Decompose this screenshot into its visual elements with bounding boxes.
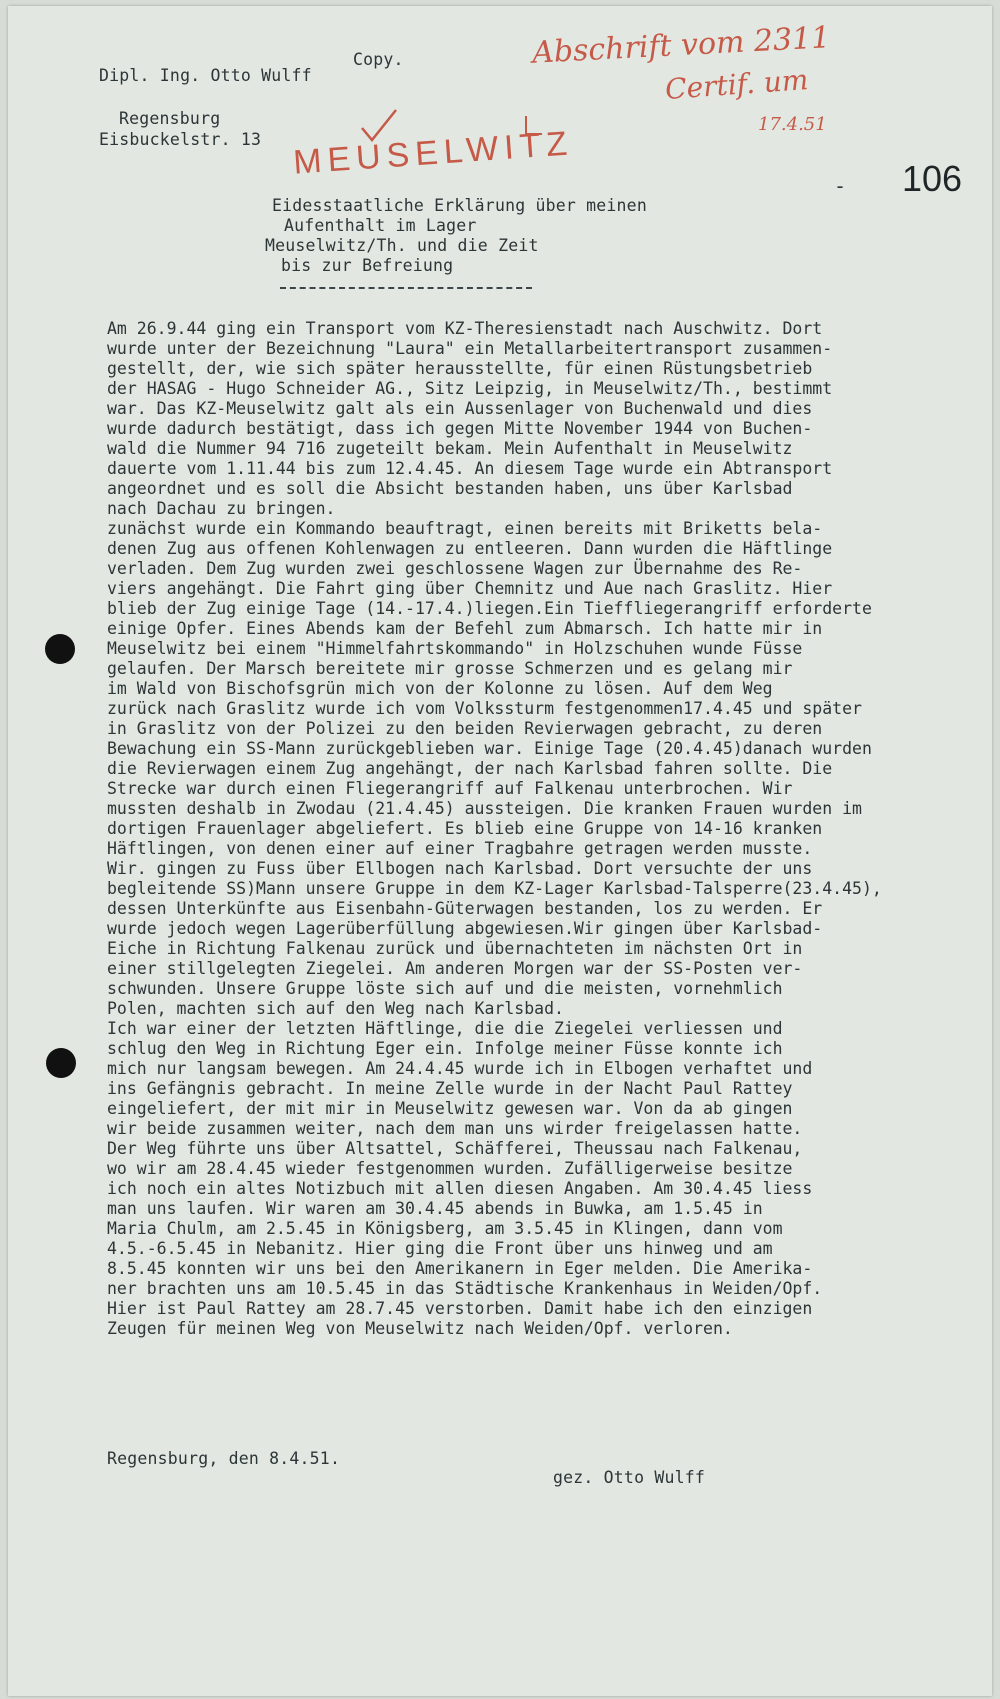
body-line: begleitende SS)Mann unsere Gruppe in dem KZ-Lager Karlsbad-Talsperre(23.4.45), (107, 879, 882, 898)
body-line: Der Weg führte uns über Altsattel, Schäfferei, Theussau nach Falkenau, (107, 1139, 803, 1158)
punch-hole (46, 1048, 76, 1078)
body-line: ins Gefängnis gebracht. In meine Zelle wurde in der Nacht Paul Rattey (107, 1079, 793, 1098)
body-line: schlug den Weg in Richtung Eger ein. Infolge meiner Füsse konnte ich (107, 1039, 783, 1058)
body-line: Hier ist Paul Rattey am 28.7.45 verstorben. Damit habe ich den einzigen (107, 1299, 813, 1318)
body-line: dessen Unterkünfte aus Eisenbahn-Güterwagen bestanden, los zu werden. Er (107, 899, 823, 918)
title-underline (280, 287, 532, 289)
body-line: Zeugen für meinen Weg von Meuselwitz nach Weiden/Opf. verloren. (107, 1319, 733, 1338)
body-line: Meuselwitz bei einem "Himmelfahrtskommando" in Holzschuhen wunde Füsse (107, 639, 803, 658)
body-line: wir beide zusammen weiter, nach dem man uns wirder freigelassen hatte. (107, 1119, 803, 1138)
body-line: die Revierwagen einem Zug angehängt, der nach Karlsbad fahren sollte. Die (107, 759, 833, 778)
checkmark-icon (360, 106, 400, 146)
body-line: Ich war einer der letzten Häftlinge, die die Ziegelei verliessen und (107, 1019, 783, 1038)
body-line: Eiche in Richtung Falkenau zurück und übernachteten im nächsten Ort in (107, 939, 803, 958)
handwritten-date: 17.4.51 (758, 114, 827, 135)
city: Regensburg (119, 109, 221, 128)
title-line-4: bis zur Befreiung (281, 256, 454, 275)
handwritten-place-stamp: MEUSELWITZ (291, 124, 575, 182)
body-line: wurde unter der Bezeichnung "Laura" ein Metallarbeitertransport zusammen- (107, 339, 833, 358)
body-line: dauerte vom 1.11.44 bis zum 12.4.45. An diesem Tage wurde ein Abtransport (107, 459, 833, 478)
document-page (8, 6, 992, 1696)
street-address: Eisbuckelstr. 13 (99, 130, 262, 149)
body-line: viers angehängt. Die Fahrt ging über Chemnitz und Aue nach Graslitz. Hier (107, 579, 833, 598)
body-line: zurück nach Graslitz wurde ich vom Volkssturm festgenommen17.4.45 und später (107, 699, 862, 718)
title-line-3: Meuselwitz/Th. und die Zeit (265, 236, 539, 255)
body-line (107, 1339, 882, 1359)
body-line: wurde dadurch bestätigt, dass ich gegen Mitte November 1944 von Buchen- (107, 419, 813, 438)
body-line: Strecke war durch einen Fliegerangriff auf Falkenau unterbrochen. Wir (107, 779, 793, 798)
body-line: war. Das KZ-Meuselwitz galt als ein Aussenlager von Buchenwald und dies (107, 399, 813, 418)
body-line: mich nur langsam bewegen. Am 24.4.45 wurde ich in Elbogen verhaftet und (107, 1059, 813, 1078)
title-line-1: Eidesstaatliche Erklärung über meinen (272, 196, 647, 215)
body-line: im Wald von Bischofsgrün mich von der Kolonne zu lösen. Auf dem Weg (107, 679, 773, 698)
body-line: einer stillgelegten Ziegelei. Am anderen Morgen war der SS-Posten ver- (107, 959, 803, 978)
body-line: blieb der Zug einige Tage (14.-17.4.)liegen.Ein Tieffliegerangriff erforderte (107, 599, 872, 618)
handwritten-certificate-note: Certif. um (664, 63, 810, 106)
body-line: ich noch ein altes Notizbuch mit allen diesen Angaben. Am 30.4.45 liess (107, 1179, 813, 1198)
body-line: mussten deshalb in Zwodau (21.4.45) aussteigen. Die kranken Frauen wurden im (107, 799, 862, 818)
author-name: Dipl. Ing. Otto Wulff (99, 66, 312, 85)
place-and-date: Regensburg, den 8.4.51. (107, 1449, 341, 1468)
body-line: ner brachten uns am 10.5.45 in das Städtische Krankenhaus in Weiden/Opf. (107, 1279, 823, 1298)
body-line: dortigen Frauenlager abgeliefert. Es blieb eine Gruppe von 14-16 kranken (107, 819, 823, 838)
body-line: einige Opfer. Eines Abends kam der Befehl zum Abmarsch. Ich hatte mir in (107, 619, 823, 638)
copy-label: Copy. (353, 50, 404, 69)
body-line: Häftlingen, von denen einer auf einer Tragbahre getragen werden musste. (107, 839, 813, 858)
body-line: wurde jedoch wegen Lagerüberfüllung abgewiesen.Wir gingen über Karlsbad- (107, 919, 823, 938)
body-line: denen Zug aus offenen Kohlenwagen zu entleeren. Dann wurden die Häftlinge (107, 539, 833, 558)
punch-hole (45, 634, 75, 664)
body-line: Maria Chulm, am 2.5.45 in Königsberg, am 3.5.45 in Klingen, dann vom (107, 1219, 783, 1238)
body-line: 8.5.45 konnten wir uns bei den Amerikanern in Eger melden. Die Amerika- (107, 1259, 813, 1278)
body-line: gestellt, der, wie sich später herausstellte, für einen Rüstungsbetrieb (107, 359, 813, 378)
body-line: zunächst wurde ein Kommando beauftragt, einen bereits mit Briketts bela- (107, 519, 823, 538)
body-line: gelaufen. Der Marsch bereitete mir grosse Schmerzen und es gelang mir (107, 659, 793, 678)
body-line: Am 26.9.44 ging ein Transport vom KZ-Theresienstadt nach Auschwitz. Dort (107, 319, 823, 338)
body-line: Wir. gingen zu Fuss über Ellbogen nach Karlsbad. Dort versuchte der uns (107, 859, 813, 878)
declaration-body (107, 319, 882, 1359)
body-line: schwunden. Unsere Gruppe löste sich auf und die meisten, vornehmlich (107, 979, 783, 998)
body-line: Polen, machten sich auf den Weg nach Karlsbad. (107, 999, 564, 1018)
body-line: Bewachung ein SS-Mann zurückgeblieben war. Einige Tage (20.4.45)danach wurden (107, 739, 872, 758)
body-line: nach Dachau zu bringen. (107, 499, 336, 518)
body-line: 4.5.-6.5.45 in Nebanitz. Hier ging die Front über uns hinweg und am (107, 1239, 773, 1258)
body-line: eingeliefert, der mit mir in Meuselwitz gewesen war. Von da ab gingen (107, 1099, 793, 1118)
body-line: angeordnet und es soll die Absicht bestanden haben, uns über Karlsbad (107, 479, 793, 498)
body-line: in Graslitz von der Polizei zu den beiden Revierwagen gebracht, zu deren (107, 719, 823, 738)
page-number: 106 (902, 158, 963, 199)
body-line: man uns laufen. Wir waren am 30.4.45 abends in Buwka, am 1.5.45 in (107, 1199, 763, 1218)
hook-mark-icon (522, 114, 546, 140)
signature-line: gez. Otto Wulff (553, 1468, 706, 1487)
body-line: verladen. Dem Zug wurden zwei geschlossene Wagen zur Übernahme des Re- (107, 559, 803, 578)
body-line: wo wir am 28.4.45 wieder festgenommen wurden. Zufälligerweise besitze (107, 1159, 793, 1178)
page-number-dash: - (834, 174, 847, 198)
handwritten-transcript-note: Abschrift vom 2311 (531, 20, 832, 71)
body-line: wald die Nummer 94 716 zugeteilt bekam. Mein Aufenthalt in Meuselwitz (107, 439, 793, 458)
body-line: der HASAG - Hugo Schneider AG., Sitz Leipzig, in Meuselwitz/Th., bestimmt (107, 379, 833, 398)
title-line-2: Aufenthalt im Lager (284, 216, 477, 235)
